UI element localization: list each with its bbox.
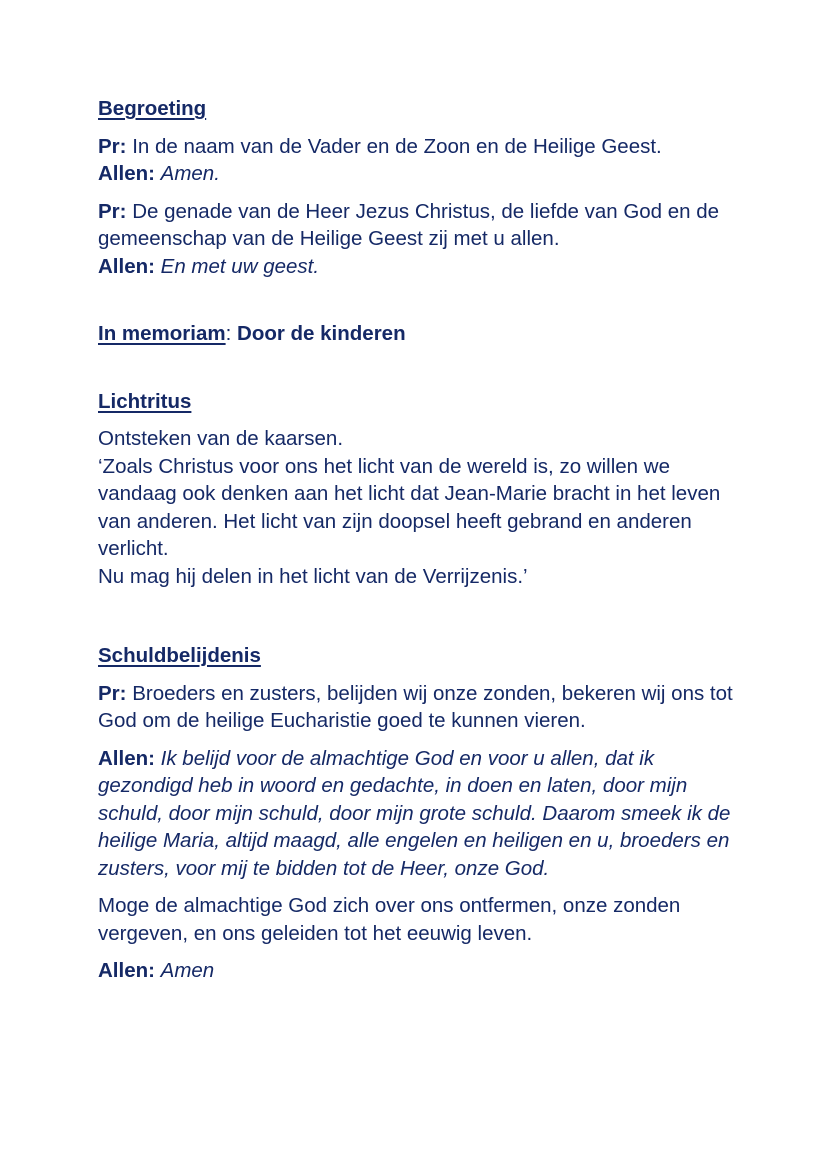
response-text: En met uw geest. (160, 254, 320, 278)
begroeting-heading-line (98, 95, 738, 123)
priest-label: Pr: (98, 681, 127, 705)
greeting-text: In de naam van de Vader en de Zoon en de Heilige Geest. (132, 134, 662, 158)
lichtritus-heading-line (98, 388, 738, 416)
schuldbelijdenis-confiteor (98, 745, 738, 883)
in-memoriam-text: Door de kinderen (237, 322, 406, 345)
lichtritus-line-2: ‘Zoals Christus voor ons het licht van de wereld is, zo willen we vandaag ook denken aan het licht dat Jean-Marie bracht in het leven van anderen. Het licht van zijn doopsel heeft gebrand en anderen verlicht. (98, 454, 721, 560)
all-label: Allen: (98, 254, 155, 278)
in-memoriam-line (98, 320, 738, 348)
all-label: Allen: (98, 959, 155, 982)
schuldbelijdenis-heading: Schuldbelijdenis (98, 644, 261, 667)
response-text: Amen. (160, 162, 220, 185)
absolution-text: Moge de almachtige God zich over ons ontfermen, onze zonden vergeven, en ons geleiden tot het eeuwig leven. (98, 894, 681, 945)
begroeting-heading: Begroeting (98, 97, 207, 120)
all-label: Allen: (98, 162, 155, 185)
lichtritus-line-1: Ontsteken van de kaarsen. (98, 427, 344, 450)
lichtritus-body (98, 425, 738, 590)
in-memoriam-heading: In memoriam (98, 322, 226, 345)
all-label: Allen: (98, 746, 155, 770)
begroeting-greeting (98, 133, 738, 188)
amen-text: Amen (160, 959, 215, 982)
blessing-text: De genade van de Heer Jezus Christus, de liefde van God en de gemeenschap van de Heilige Geest zij met u allen. (98, 199, 720, 250)
document-page (98, 95, 738, 985)
lichtritus-heading: Lichtritus (98, 389, 192, 413)
confiteor-text: Ik belijd voor de almachtige God en voor u allen, dat ik gezondigd heb in woord en gedachte, in doen en laten, door mijn schuld, door mijn schuld, door mijn grote schuld. Daarom smeek ik de heilige Maria, altijd maagd, alle engelen en heiligen en u, broeders en zusters, voor mij te bidden tot de Heer, onze God. (98, 746, 731, 880)
schuldbelijdenis-amen (98, 957, 738, 985)
priest-label: Pr: (98, 199, 127, 223)
invitation-text: Broeders en zusters, belijden wij onze zonden, bekeren wij ons tot God om de heilige Eucharistie goed te kunnen vieren. (98, 681, 733, 732)
lichtritus-line-3: Nu mag hij delen in het licht van de Verrijzenis.’ (98, 564, 528, 588)
schuldbelijdenis-heading-line (98, 642, 738, 670)
schuldbelijdenis-absolution (98, 892, 738, 947)
in-memoriam-separator: : (225, 322, 232, 345)
begroeting-blessing (98, 198, 738, 281)
schuldbelijdenis-invitation (98, 680, 738, 735)
priest-label: Pr: (98, 134, 127, 158)
